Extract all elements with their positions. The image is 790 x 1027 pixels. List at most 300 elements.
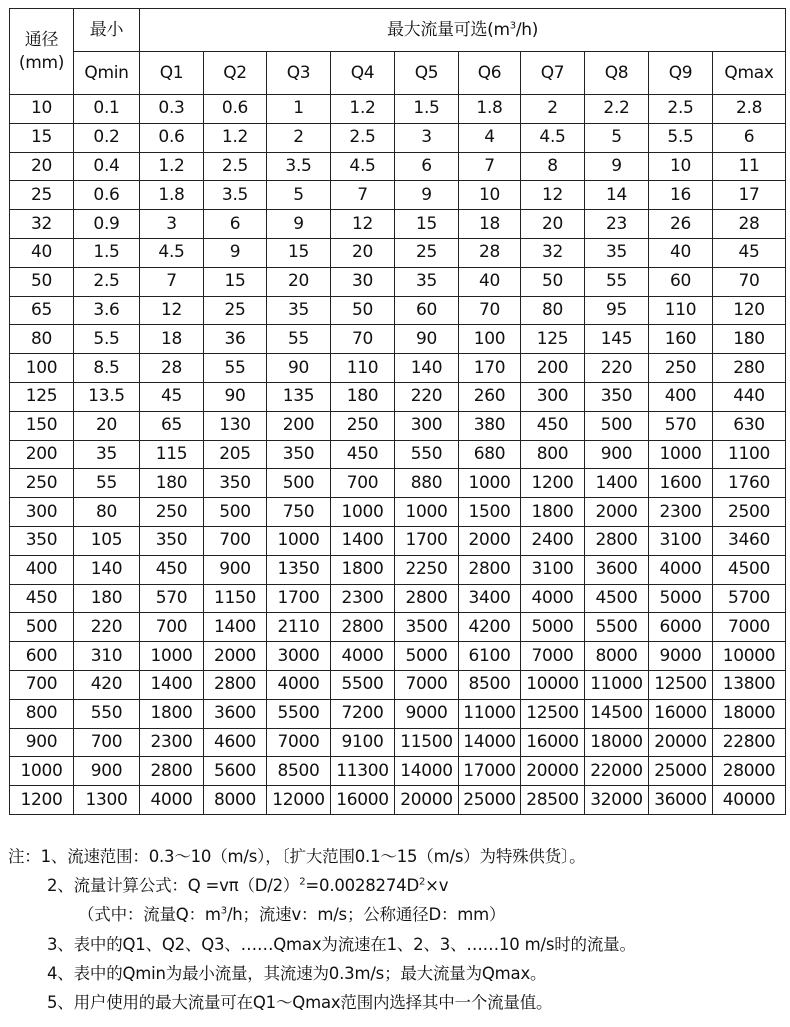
flow-cell: 1000 — [649, 440, 713, 469]
flow-cell: 9000 — [395, 699, 459, 728]
flow-cell: 55 — [74, 469, 140, 498]
flow-cell: 2800 — [204, 670, 267, 699]
note-2-post: ×v — [425, 876, 449, 896]
flow-cell: 4500 — [713, 555, 786, 584]
flow-cell: 28000 — [713, 757, 786, 786]
flow-cell: 4000 — [331, 642, 395, 671]
flow-cell: 1800 — [140, 699, 204, 728]
flow-cell: 9 — [585, 152, 649, 181]
flow-cell: 3 — [395, 123, 459, 152]
flow-cell: 1350 — [267, 555, 331, 584]
flow-cell: 9000 — [649, 642, 713, 671]
flow-cell: 630 — [713, 411, 786, 440]
flow-cell: 500 — [585, 411, 649, 440]
flow-cell: 380 — [459, 411, 521, 440]
flow-cell: 28 — [140, 354, 204, 383]
flow-cell: 20000 — [395, 786, 459, 815]
flow-cell: 700 — [74, 728, 140, 757]
diameter-cell: 50 — [10, 267, 74, 296]
flow-cell: 6 — [395, 152, 459, 181]
flow-cell: 1400 — [204, 613, 267, 642]
flow-cell: 420 — [74, 670, 140, 699]
flow-cell: 40 — [649, 238, 713, 267]
column-header-q4: Q4 — [331, 52, 395, 95]
flow-cell: 260 — [459, 382, 521, 411]
flow-cell: 880 — [395, 469, 459, 498]
flow-cell: 0.3 — [140, 95, 204, 124]
table-row — [10, 498, 786, 527]
flow-cell: 500 — [267, 469, 331, 498]
notes — [8, 842, 788, 1017]
table-row — [10, 210, 786, 239]
note-2-sup1: 2 — [299, 876, 306, 888]
flow-cell: 300 — [395, 411, 459, 440]
column-header-q7: Q7 — [521, 52, 585, 95]
flow-cell: 11000 — [585, 670, 649, 699]
flow-cell: 6 — [713, 123, 786, 152]
flow-cell: 9 — [204, 238, 267, 267]
flow-cell: 7 — [331, 181, 395, 210]
flow-cell: 10000 — [521, 670, 585, 699]
table-row — [10, 238, 786, 267]
flow-cell: 35 — [585, 238, 649, 267]
flow-cell: 6100 — [459, 642, 521, 671]
flow-cell: 900 — [74, 757, 140, 786]
flow-cell: 3100 — [521, 555, 585, 584]
table-row — [10, 670, 786, 699]
flow-cell: 5500 — [331, 670, 395, 699]
column-header-q6: Q6 — [459, 52, 521, 95]
flow-cell: 4000 — [521, 584, 585, 613]
table-row — [10, 526, 786, 555]
flow-cell: 5.5 — [649, 123, 713, 152]
flow-cell: 700 — [204, 526, 267, 555]
note-2b — [8, 900, 788, 929]
flow-cell: 1700 — [395, 526, 459, 555]
diameter-cell: 1000 — [10, 757, 74, 786]
flow-cell: 120 — [713, 296, 786, 325]
flow-cell: 1.8 — [140, 181, 204, 210]
flow-cell: 3100 — [649, 526, 713, 555]
flow-cell: 20 — [521, 210, 585, 239]
flow-cell: 60 — [395, 296, 459, 325]
diameter-cell: 500 — [10, 613, 74, 642]
table-row — [10, 267, 786, 296]
flow-cell: 110 — [331, 354, 395, 383]
flow-cell: 5000 — [521, 613, 585, 642]
flow-cell: 55 — [267, 325, 331, 354]
flow-cell: 15 — [267, 238, 331, 267]
flow-cell: 9 — [395, 181, 459, 210]
flow-cell: 0.6 — [204, 95, 267, 124]
flow-cell: 145 — [585, 325, 649, 354]
note-4: 4、表中的Qmin为最小流量，其流速为0.3m/s；最大流量为Qmax。 — [47, 963, 547, 983]
flow-cell: 1000 — [459, 469, 521, 498]
flow-cell: 3.5 — [267, 152, 331, 181]
flow-cell: 12 — [331, 210, 395, 239]
flow-cell: 800 — [521, 440, 585, 469]
flow-cell: 100 — [459, 325, 521, 354]
flow-cell: 14500 — [585, 699, 649, 728]
table-row — [10, 382, 786, 411]
flow-cell: 1.2 — [331, 95, 395, 124]
diameter-unit: (mm) — [18, 52, 65, 73]
flow-cell: 1500 — [459, 498, 521, 527]
flow-cell: 2400 — [521, 526, 585, 555]
flow-cell: 70 — [713, 267, 786, 296]
flow-cell: 28500 — [521, 786, 585, 815]
note-2b-pre: （式中：流量Q：m — [78, 905, 221, 925]
header-row-2 — [10, 52, 786, 95]
flow-cell: 130 — [204, 411, 267, 440]
diameter-cell: 900 — [10, 728, 74, 757]
flow-cell: 3.6 — [74, 296, 140, 325]
flow-cell: 28 — [459, 238, 521, 267]
flow-cell: 9100 — [331, 728, 395, 757]
note-2-sup2: 2 — [418, 876, 426, 888]
table-row — [10, 642, 786, 671]
flow-cell: 50 — [521, 267, 585, 296]
diameter-label: 通径 — [24, 29, 59, 50]
note-5: 5、用户使用的最大流量可在Q1～Qmax范围内选择其中一个流量值。 — [47, 993, 553, 1013]
flow-cell: 750 — [267, 498, 331, 527]
flow-cell: 205 — [204, 440, 267, 469]
flow-cell: 22800 — [713, 728, 786, 757]
flow-cell: 13800 — [713, 670, 786, 699]
table-row — [10, 325, 786, 354]
flow-cell: 35 — [74, 440, 140, 469]
flow-cell: 35 — [395, 267, 459, 296]
flow-cell: 2.5 — [204, 152, 267, 181]
flow-cell: 550 — [395, 440, 459, 469]
flow-cell: 4600 — [204, 728, 267, 757]
table-row — [10, 555, 786, 584]
flow-cell: 450 — [140, 555, 204, 584]
flow-cell: 16000 — [521, 728, 585, 757]
flow-cell: 7 — [459, 152, 521, 181]
diameter-cell: 450 — [10, 584, 74, 613]
flow-cell: 7200 — [331, 699, 395, 728]
max-label-sup: 3 — [509, 19, 516, 31]
diameter-cell: 600 — [10, 642, 74, 671]
flow-cell: 140 — [395, 354, 459, 383]
flow-cell: 900 — [204, 555, 267, 584]
flow-cell: 2 — [521, 95, 585, 124]
flow-cell: 22000 — [585, 757, 649, 786]
diameter-cell: 80 — [10, 325, 74, 354]
flow-cell: 14 — [585, 181, 649, 210]
flow-cell: 70 — [331, 325, 395, 354]
flow-cell: 1000 — [395, 498, 459, 527]
flow-cell: 90 — [267, 354, 331, 383]
flow-cell: 5.5 — [74, 325, 140, 354]
flow-cell: 350 — [140, 526, 204, 555]
flow-cell: 180 — [331, 382, 395, 411]
flow-cell: 13.5 — [74, 382, 140, 411]
flow-cell: 2000 — [585, 498, 649, 527]
table-row — [10, 786, 786, 815]
flow-cell: 0.4 — [74, 152, 140, 181]
flow-cell: 350 — [585, 382, 649, 411]
note-2-pre: 2、流量计算公式：Q =vπ（D/2） — [47, 876, 300, 896]
flow-cell: 550 — [74, 699, 140, 728]
flow-cell: 2800 — [140, 757, 204, 786]
flow-cell: 14000 — [459, 728, 521, 757]
flow-cell: 45 — [713, 238, 786, 267]
diameter-cell: 300 — [10, 498, 74, 527]
flow-cell: 17 — [713, 181, 786, 210]
flow-cell: 10 — [649, 152, 713, 181]
flow-rate-table — [9, 8, 786, 815]
flow-cell: 105 — [74, 526, 140, 555]
diameter-cell: 350 — [10, 526, 74, 555]
flow-cell: 440 — [713, 382, 786, 411]
flow-cell: 5000 — [649, 584, 713, 613]
note-2 — [8, 871, 788, 900]
flow-cell: 20 — [267, 267, 331, 296]
column-header-q3: Q3 — [267, 52, 331, 95]
flow-cell: 220 — [585, 354, 649, 383]
flow-cell: 2110 — [267, 613, 331, 642]
flow-cell: 2000 — [459, 526, 521, 555]
column-header-q9: Q9 — [649, 52, 713, 95]
flow-cell: 5500 — [585, 613, 649, 642]
flow-cell: 8 — [521, 152, 585, 181]
flow-cell: 2.8 — [713, 95, 786, 124]
table-row — [10, 728, 786, 757]
min-header: 最小 — [74, 9, 140, 52]
flow-cell: 28 — [713, 210, 786, 239]
flow-cell: 200 — [267, 411, 331, 440]
flow-cell: 1400 — [140, 670, 204, 699]
flow-cell: 6000 — [649, 613, 713, 642]
flow-cell: 25 — [395, 238, 459, 267]
flow-cell: 26 — [649, 210, 713, 239]
flow-cell: 0.6 — [140, 123, 204, 152]
flow-cell: 4000 — [140, 786, 204, 815]
flow-cell: 500 — [204, 498, 267, 527]
flow-cell: 900 — [585, 440, 649, 469]
flow-cell: 250 — [140, 498, 204, 527]
max-label-pre: 最大流量可选(m — [386, 19, 510, 40]
diameter-cell: 125 — [10, 382, 74, 411]
flow-cell: 8.5 — [74, 354, 140, 383]
note-2b-sup: 3 — [220, 905, 227, 917]
flow-cell: 1.5 — [74, 238, 140, 267]
flow-cell: 32000 — [585, 786, 649, 815]
flow-cell: 10000 — [713, 642, 786, 671]
flow-cell: 3600 — [204, 699, 267, 728]
flow-cell: 2800 — [585, 526, 649, 555]
flow-cell: 80 — [74, 498, 140, 527]
flow-cell: 2500 — [713, 498, 786, 527]
flow-cell: 18000 — [585, 728, 649, 757]
flow-cell: 1800 — [331, 555, 395, 584]
flow-cell: 2000 — [204, 642, 267, 671]
table-row — [10, 584, 786, 613]
column-header-qmax: Qmax — [713, 52, 786, 95]
flow-cell: 180 — [74, 584, 140, 613]
flow-cell: 400 — [649, 382, 713, 411]
table-row — [10, 296, 786, 325]
flow-cell: 4500 — [585, 584, 649, 613]
table-row — [10, 699, 786, 728]
diameter-cell: 200 — [10, 440, 74, 469]
flow-cell: 7 — [140, 267, 204, 296]
flow-cell: 2800 — [459, 555, 521, 584]
flow-cell: 11300 — [331, 757, 395, 786]
table-row — [10, 354, 786, 383]
flow-cell: 1000 — [267, 526, 331, 555]
diameter-cell: 32 — [10, 210, 74, 239]
flow-cell: 8500 — [459, 670, 521, 699]
table-row — [10, 757, 786, 786]
table-row — [10, 95, 786, 124]
diameter-cell: 400 — [10, 555, 74, 584]
flow-cell: 2.5 — [331, 123, 395, 152]
flow-cell: 1300 — [74, 786, 140, 815]
flow-cell: 0.1 — [74, 95, 140, 124]
note-1: 注：1、流速范围：0.3～10（m/s），〔扩大范围0.1～15（m/s）为特殊供货〕。 — [8, 847, 586, 866]
flow-cell: 35 — [267, 296, 331, 325]
flow-cell: 7000 — [267, 728, 331, 757]
flow-cell: 4.5 — [331, 152, 395, 181]
flow-cell: 220 — [395, 382, 459, 411]
flow-cell: 12000 — [267, 786, 331, 815]
flow-cell: 570 — [649, 411, 713, 440]
header-row-1 — [10, 9, 786, 52]
flow-cell: 0.2 — [74, 123, 140, 152]
flow-cell: 7000 — [395, 670, 459, 699]
flow-cell: 7000 — [521, 642, 585, 671]
flow-cell: 350 — [267, 440, 331, 469]
flow-cell: 20 — [74, 411, 140, 440]
flow-cell: 3 — [140, 210, 204, 239]
diameter-header — [10, 9, 74, 95]
flow-cell: 110 — [649, 296, 713, 325]
flow-cell: 310 — [74, 642, 140, 671]
flow-cell: 0.6 — [74, 181, 140, 210]
flow-cell: 5000 — [395, 642, 459, 671]
flow-cell: 45 — [140, 382, 204, 411]
table-row — [10, 469, 786, 498]
flow-cell: 14000 — [395, 757, 459, 786]
flow-cell: 1.2 — [140, 152, 204, 181]
column-header-q1: Q1 — [140, 52, 204, 95]
flow-cell: 36 — [204, 325, 267, 354]
flow-cell: 140 — [74, 555, 140, 584]
flow-cell: 3400 — [459, 584, 521, 613]
column-header-q5: Q5 — [395, 52, 459, 95]
flow-cell: 4000 — [267, 670, 331, 699]
flow-cell: 36000 — [649, 786, 713, 815]
flow-cell: 700 — [331, 469, 395, 498]
flow-cell: 11500 — [395, 728, 459, 757]
diameter-cell: 250 — [10, 469, 74, 498]
flow-cell: 1.8 — [459, 95, 521, 124]
flow-cell: 80 — [521, 296, 585, 325]
flow-cell: 20 — [331, 238, 395, 267]
flow-cell: 1.5 — [395, 95, 459, 124]
flow-cell: 5700 — [713, 584, 786, 613]
flow-cell: 2300 — [140, 728, 204, 757]
flow-cell: 2.5 — [74, 267, 140, 296]
diameter-cell: 65 — [10, 296, 74, 325]
flow-cell: 20000 — [521, 757, 585, 786]
flow-cell: 11000 — [459, 699, 521, 728]
flow-cell: 3000 — [267, 642, 331, 671]
flow-cell: 32 — [521, 238, 585, 267]
flow-cell: 1760 — [713, 469, 786, 498]
flow-cell: 2300 — [331, 584, 395, 613]
diameter-cell: 40 — [10, 238, 74, 267]
flow-cell: 0.9 — [74, 210, 140, 239]
flow-cell: 2300 — [649, 498, 713, 527]
flow-cell: 55 — [204, 354, 267, 383]
flow-cell: 1.2 — [204, 123, 267, 152]
flow-cell: 4.5 — [521, 123, 585, 152]
diameter-cell: 800 — [10, 699, 74, 728]
flow-cell: 18 — [459, 210, 521, 239]
flow-cell: 23 — [585, 210, 649, 239]
flow-cell: 25 — [204, 296, 267, 325]
diameter-cell: 10 — [10, 95, 74, 124]
flow-cell: 350 — [204, 469, 267, 498]
flow-cell: 15 — [204, 267, 267, 296]
flow-cell: 3460 — [713, 526, 786, 555]
flow-cell: 40000 — [713, 786, 786, 815]
flow-cell: 1700 — [267, 584, 331, 613]
flow-cell: 1000 — [140, 642, 204, 671]
flow-cell: 16000 — [331, 786, 395, 815]
table-row — [10, 181, 786, 210]
flow-cell: 1150 — [204, 584, 267, 613]
flow-cell: 4 — [459, 123, 521, 152]
diameter-cell: 20 — [10, 152, 74, 181]
note-2b-post: /h；流速v：m/s；公称通径D：mm） — [226, 905, 506, 925]
flow-cell: 1100 — [713, 440, 786, 469]
diameter-cell: 100 — [10, 354, 74, 383]
flow-cell: 90 — [204, 382, 267, 411]
flow-cell: 11 — [713, 152, 786, 181]
flow-cell: 250 — [331, 411, 395, 440]
flow-cell: 40 — [459, 267, 521, 296]
flow-cell: 25000 — [649, 757, 713, 786]
flow-cell: 30 — [331, 267, 395, 296]
flow-cell: 1000 — [331, 498, 395, 527]
table-row — [10, 411, 786, 440]
flow-cell: 280 — [713, 354, 786, 383]
flow-cell: 12500 — [649, 670, 713, 699]
flow-cell: 10 — [459, 181, 521, 210]
flow-cell: 5 — [585, 123, 649, 152]
flow-cell: 2 — [267, 123, 331, 152]
diameter-cell: 700 — [10, 670, 74, 699]
flow-cell: 50 — [331, 296, 395, 325]
flow-cell: 65 — [140, 411, 204, 440]
diameter-cell: 1200 — [10, 786, 74, 815]
flow-cell: 12 — [521, 181, 585, 210]
column-header-q8: Q8 — [585, 52, 649, 95]
flow-cell: 9 — [267, 210, 331, 239]
table-row — [10, 152, 786, 181]
flow-cell: 3500 — [395, 613, 459, 642]
flow-cell: 1600 — [649, 469, 713, 498]
flow-cell: 125 — [521, 325, 585, 354]
diameter-cell: 25 — [10, 181, 74, 210]
flow-cell: 3600 — [585, 555, 649, 584]
flow-cell: 2.5 — [649, 95, 713, 124]
